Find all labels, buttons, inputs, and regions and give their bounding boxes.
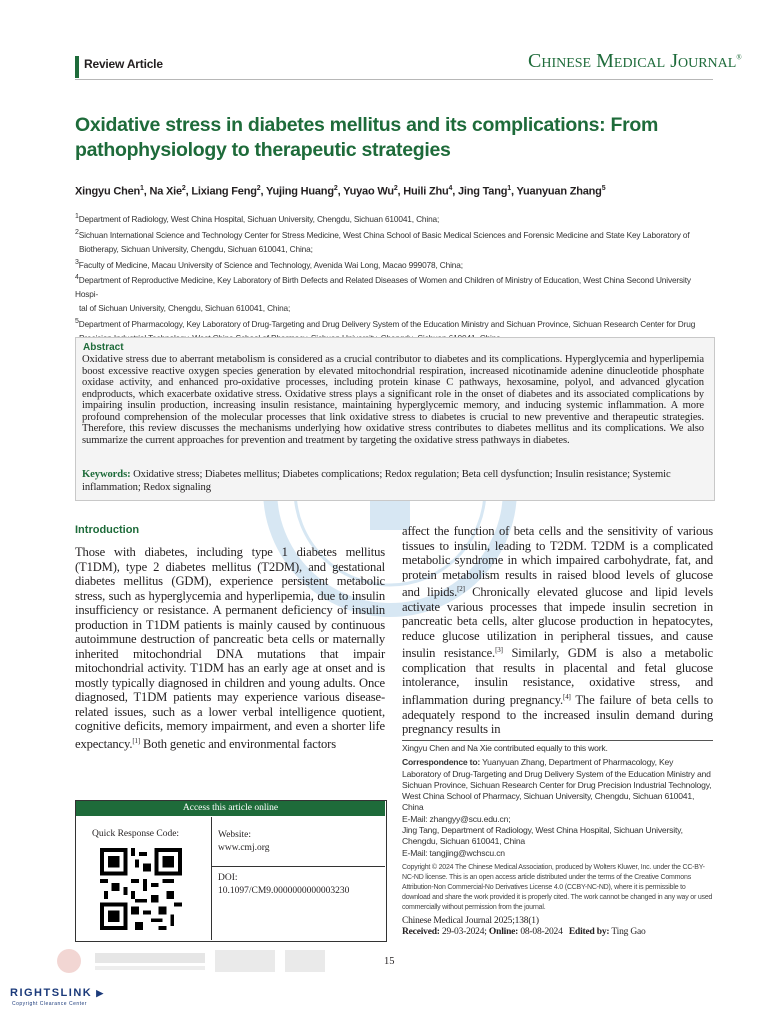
qr-code-icon[interactable] <box>100 848 182 930</box>
introduction-column-left: Those with diabetes, including type 1 diabetes mellitus (T1DM), type 2 diabetes mellitus (T2DM), and gestational diabetes mellitus (GDM), experience persistent metabolic stress, such as hyperglycemia and hyperlipemia, due to insulin insufficiency or resistance. A permanent deficiency of insulin production in T1DM patients is mainly caused by continuous autoimmune destruction of pancreatic beta cells or maternally inherited mitochondrial DNA mutations that impair mitochondrial activity. T1DM has an early age at onset and is mostly typically diagnosed in children and young adults. Once diagnosed, T1DM patients may experience various disease-related issues, such as a lower verbal intelligence quotient, cognitive deficits, memory impairment, and even a shorter life expectancy.[1] Both genetic and environmental factors <box>75 545 385 751</box>
author-name: Yujing Huang <box>265 185 334 198</box>
affiliation-item: $^1$Department of Radiology, West China Hospital, Sichuan University, Chengdu, Sichuan 610041, China; <box>75 213 440 224</box>
citation-ref[interactable]: [1] <box>132 736 141 745</box>
article-dates: Received: 29-03-2024; Online: 08-08-2024 Edited by: Ting Gao <box>402 927 646 938</box>
doi-link[interactable]: 10.1097/CM9.0000000000003230 <box>218 886 350 896</box>
rightslink-tagline: Copyright Clearance Center <box>12 1001 87 1007</box>
website-label: Website: <box>218 830 252 840</box>
rightslink-logo[interactable]: RIGHTSLINK ▶ <box>10 987 105 999</box>
author-affiliation-marker: 1 <box>140 185 144 192</box>
article-title: Oxidative stress in diabetes mellitus and its complications: From pathophysiology to therapeutic strategies <box>75 114 659 161</box>
keywords-label: Keywords: <box>82 469 131 480</box>
affiliation-item: $^3$Faculty of Medicine, Macau University of Science and Technology, Avenida Wai Long, Macao 999078, China; <box>75 258 463 270</box>
journal-citation: Chinese Medical Journal 2025;138(1) <box>402 915 539 926</box>
author-name: Lixiang Feng <box>191 185 257 198</box>
access-box-divider <box>211 817 212 940</box>
author-name: Jing Tang <box>457 185 508 198</box>
section-marker <box>75 56 79 78</box>
author-name: Huili Zhu <box>403 185 449 198</box>
email-link[interactable]: E-Mail: tangjing@wchscu.cn <box>402 847 505 858</box>
introduction-heading: Introduction <box>75 524 140 536</box>
affiliation-item: $^5$Department of Pharmacology, Key Laboratory of Drug-Targeting and Drug Delivery System of the Education Ministry and Sichuan Province, Sichuan Research Center for Drug <box>75 318 696 329</box>
page-number: 15 <box>384 956 395 967</box>
section-label: Review Article <box>84 57 163 71</box>
author-affiliation-marker: 2 <box>181 185 186 192</box>
journal-brand: Chinese Medical Journal® <box>528 50 742 72</box>
author-name: Yuanyuan Zhang <box>516 185 602 198</box>
introduction-column-right: affect the function of beta cells and the sensitivity of various tissues to insulin, leading to T2DM. T2DM is a complicated metabolic syndrome in which impaired carbohydrate, fat, and protein metabolism results in raised blood levels of glucose and lipids.[2] Chronically elevated glucose and lipid levels activate various processes that impede insulin secretion in pancreatic beta cells, alter glucose production in hepatocytes, reduce glucose utilization in peripheral tissues, and cause insulin resistance.[3] Similarly, GDM is also a metabolic complication that results in placental and fetal glucose intolerance, insulin resistance, oxidative stress, and inflammation during pregnancy.[4] The failure of beta cells to adequately respond to the increased insulin demand during pregnancy results in <box>402 524 713 737</box>
qr-code-label: Quick Response Code: <box>92 829 180 839</box>
author-affiliation-marker: 4 <box>448 185 453 192</box>
affiliation-item: $^4$Department of Reproductive Medicine, Key Laboratory of Birth Defects and Related Diseases of Women and Children of Ministry of Education, West China Second University Hospi- tal of Sichuan University, Chengdu, Sichuan 610041, China; <box>75 274 691 314</box>
abstract-heading: Abstract <box>83 342 124 353</box>
footnotes <box>402 743 713 939</box>
correspondence-note: Correspondence to: Yuanyuan Zhang, Department of Pharmacology, Key Laboratory of Drug-Targeting and Drug Delivery System of the Education Ministry and Sichuan Province, Sichuan Research Center for Drug Precision Industrial Technology, West China School of Pharmacy, Sichuan University, Chengdu, Sichuan 610041, China <box>402 757 712 813</box>
abstract-text: Oxidative stress due to aberrant metabolism is considered as a crucial contributor to diabetes and its complications. Hyperglycemia and hyperlipemia boost excessive reactive oxygen species generation by elevated mitochondrial respiration, increased nicotinamide adenine dinucleotide phosphate oxidase activity, and enhanced pro-oxidative processes, including protein kinase C pathways, hexosamine, polyol, and advanced glycation endproducts, which exacerbate oxidative stress. Oxidative stress plays a significant role in the onset of diabetes and its associated complications by impairing insulin production, increasing insulin resistance, maintaining hyperglycemic memory, and inducing systemic inflammation. A more profound comprehension of the molecular processes that link oxidative stress to diabetes is crucial to new preventive and therapeutic strategies. Therefore, this review discusses the mechanisms underlying how oxidative stress contributes to diabetes mellitus and its complications. We also summarize the current approaches for prevention and treatment by targeting the oxidative stress pathways in diabetes. <box>82 354 704 446</box>
author-affiliation-marker: 5 <box>601 185 606 192</box>
citation-ref[interactable]: [4] <box>563 692 571 701</box>
author-affiliation-marker: 1 <box>507 185 511 192</box>
author-affiliation-marker: 2 <box>393 185 398 192</box>
author-affiliation-marker: 2 <box>256 185 261 192</box>
rightslink-arrow-icon: ▶ <box>92 988 105 998</box>
citation-ref[interactable]: [2] <box>457 585 465 593</box>
author-name: Yuyao Wu <box>343 185 394 198</box>
access-box-divider <box>212 866 385 867</box>
copyright-notice: Copyright © 2024 The Chinese Medical Association, produced by Wolters Kluwer, Inc. under the CC-BY-NC-ND license. This is an open access article distributed under the terms of the Creative Commons Attribution-Non Commercial-No Derivatives License 4.0 (CCBY-NC-ND), where it is permissible to download and share the work provided it is properly cited. The work cannot be changed in any way or used commercially without permission from the journal. <box>402 863 713 911</box>
equal-contribution-note: Xingyu Chen and Na Xie contributed equally to this work. <box>402 743 608 753</box>
author-name: Na Xie <box>149 185 182 198</box>
doi-label: DOI: <box>218 873 238 883</box>
header-rule <box>75 79 713 80</box>
author-name: Xingyu Chen <box>75 185 141 198</box>
access-article-header: Access this article online <box>76 801 385 816</box>
website-link[interactable]: www.cmj.org <box>218 843 270 853</box>
second-correspondence: Jing Tang, Department of Radiology, West China Hospital, Sichuan University, Chengdu, Sichuan 610041, China <box>402 825 683 847</box>
keywords <box>82 468 708 494</box>
footnote-rule <box>402 740 713 741</box>
affiliation-item: $^2$Sichuan International Science and Technology Center for Stress Medicine, West China School of Basic Medical Sciences and Forensic Medicine and State Key Laboratory of Biotherapy, Sichuan University, Chengdu, Sichuan 610041, China; <box>75 228 690 254</box>
publisher-logo <box>55 947 385 975</box>
citation-ref[interactable]: [3] <box>495 646 503 655</box>
author-affiliation-marker: 2 <box>333 185 338 192</box>
email-link[interactable]: E-Mail: zhangyy@scu.edu.cn; <box>402 813 511 824</box>
keywords-list: Oxidative stress; Diabetes mellitus; Diabetes complications; Redox regulation; Beta cell dysfunction; Insulin resistance; Systemic inflammation; Redox signaling <box>82 469 671 493</box>
author-list: Xingyu Chen$^1$, Na Xie$^2$, Lixiang Feng$^2$, Yujing Huang$^2$, Yuyao Wu$^2$, Huili Zhu$^4$, Jing Tang$^1$, Yuanyuan Zhang$^5$ <box>75 185 606 198</box>
